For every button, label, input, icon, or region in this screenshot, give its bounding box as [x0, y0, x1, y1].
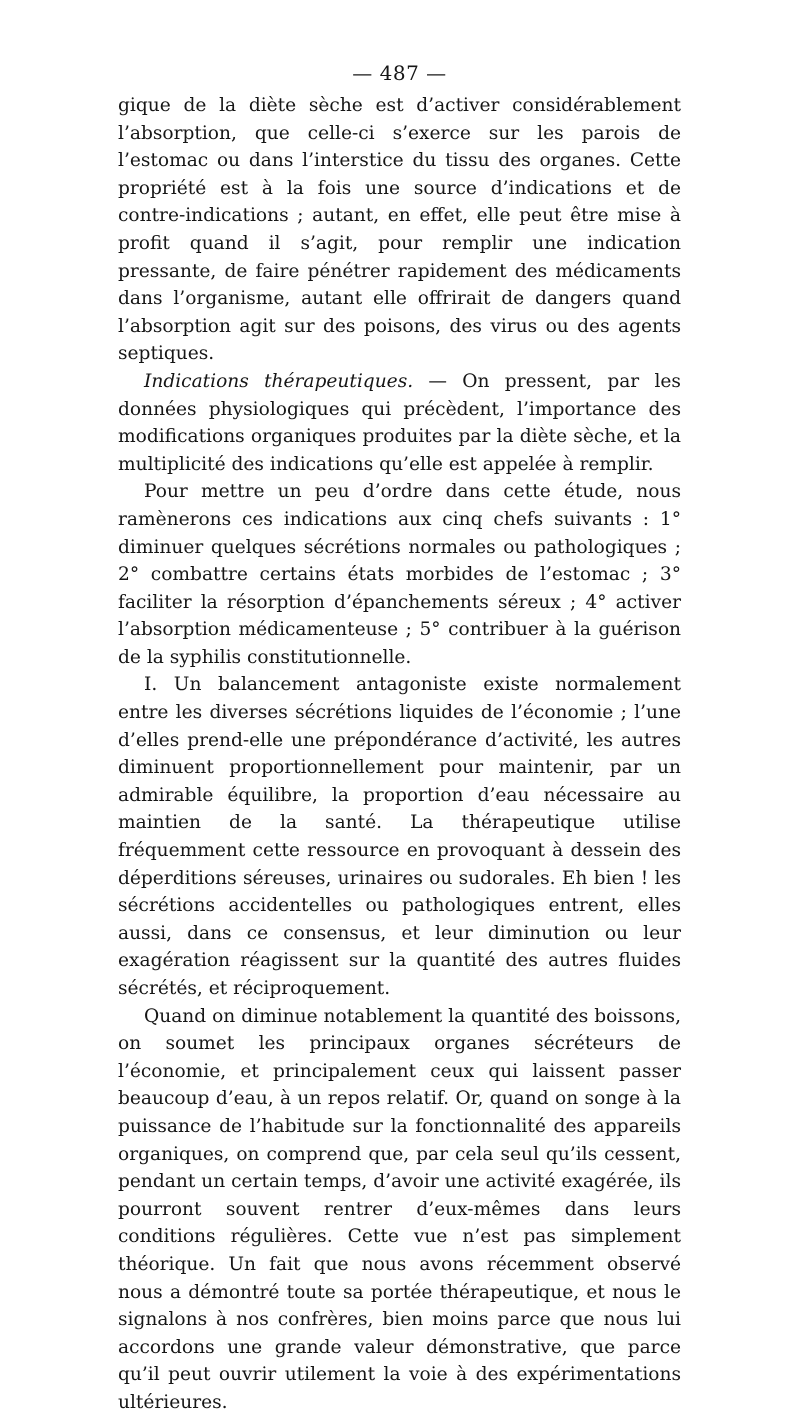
book-page [118, 58, 681, 1417]
paragraph-section-one: I. Un balancement antagoniste existe normalement entre les diverses sécrétions liquides de l’économie ; l’une d’elles prend-elle une prépondérance d’activité, les autres diminuent proportionnellement pour maintenir, par un admirable équilibre, la proportion d’eau nécessaire au maintien de la santé. La thérapeutique utilise fréquemment cette ressource en provoquant à dessein des déperditions séreuses, urinaires ou sudorales. Eh bien ! les sécrétions accidentelles ou pathologiques entrent, elles aussi, dans ce consensus, et leur diminution ou leur exagération réagissent sur la quantité des autres fluides sécrétés, et réciproquement. [118, 674, 681, 999]
paragraph-five-chiefs: Pour mettre un peu d’ordre dans cette étude, nous ramènerons ces indications aux cinq chefs suivants : 1° diminuer quelques sécrétions normales ou pathologiques ; 2° combattre certains états morbides de l’estomac ; 3° faciliter la résorption d’épanchements séreux ; 4° activer l’absorption médicamenteuse ; 5° contribuer à la guérison de la syphilis constitutionnelle. [118, 481, 681, 668]
section-heading: Indications thérapeutiques. [144, 370, 414, 392]
paragraph-drinks-reduction: Quand on diminue notablement la quantité des boissons, on soumet les principaux organes sécréteurs de l’économie, et principalement ceux qui laissent passer beaucoup d’eau, à un repos relatif. Or, quand on songe à la puissance de l’habitude sur la fonctionnalité des appareils organiques, on comprend que, par cela seul qu’ils cessent, pendant un certain temps, d’avoir une activité exagérée, ils pourront souvent rentrer d’eux-mêmes dans leurs conditions régulières. Cette vue n’est pas simplement théorique. Un fait que nous avons récemment observé nous a démontré toute sa portée thérapeutique, et nous le signalons à nos confrères, bien moins parce que nous lui accordons une grande valeur démonstrative, que parce qu’il peut ouvrir utilement la voie à des expérimentations ultérieures. [118, 1005, 681, 1413]
paragraph-text: — On pressent, par les données physiologiques qui précèdent, l’importance des modifications organiques produites par la diète sèche, et la multiplicité des indications qu’elle est appelée à remplir. [118, 370, 681, 475]
paragraph-therapeutic-indications [118, 368, 681, 478]
page-number-text: — 487 — [352, 61, 447, 85]
page-number [118, 58, 681, 92]
paragraph-continuation: gique de la diète sèche est d’activer considérablement l’absorption, que celle-ci s’exerce sur les parois de l’estomac ou dans l’interstice du tissu des organes. Cette propriété est à la fois une source d’indications et de contre-indications ; autant, en effet, elle peut être mise à profit quand il s’agit, pour remplir une indication pressante, de faire pénétrer rapidement des médicaments dans l’organisme, autant elle offrirait de dangers quand l’absorption agit sur des poisons, des virus ou des agents septiques. [118, 95, 681, 365]
